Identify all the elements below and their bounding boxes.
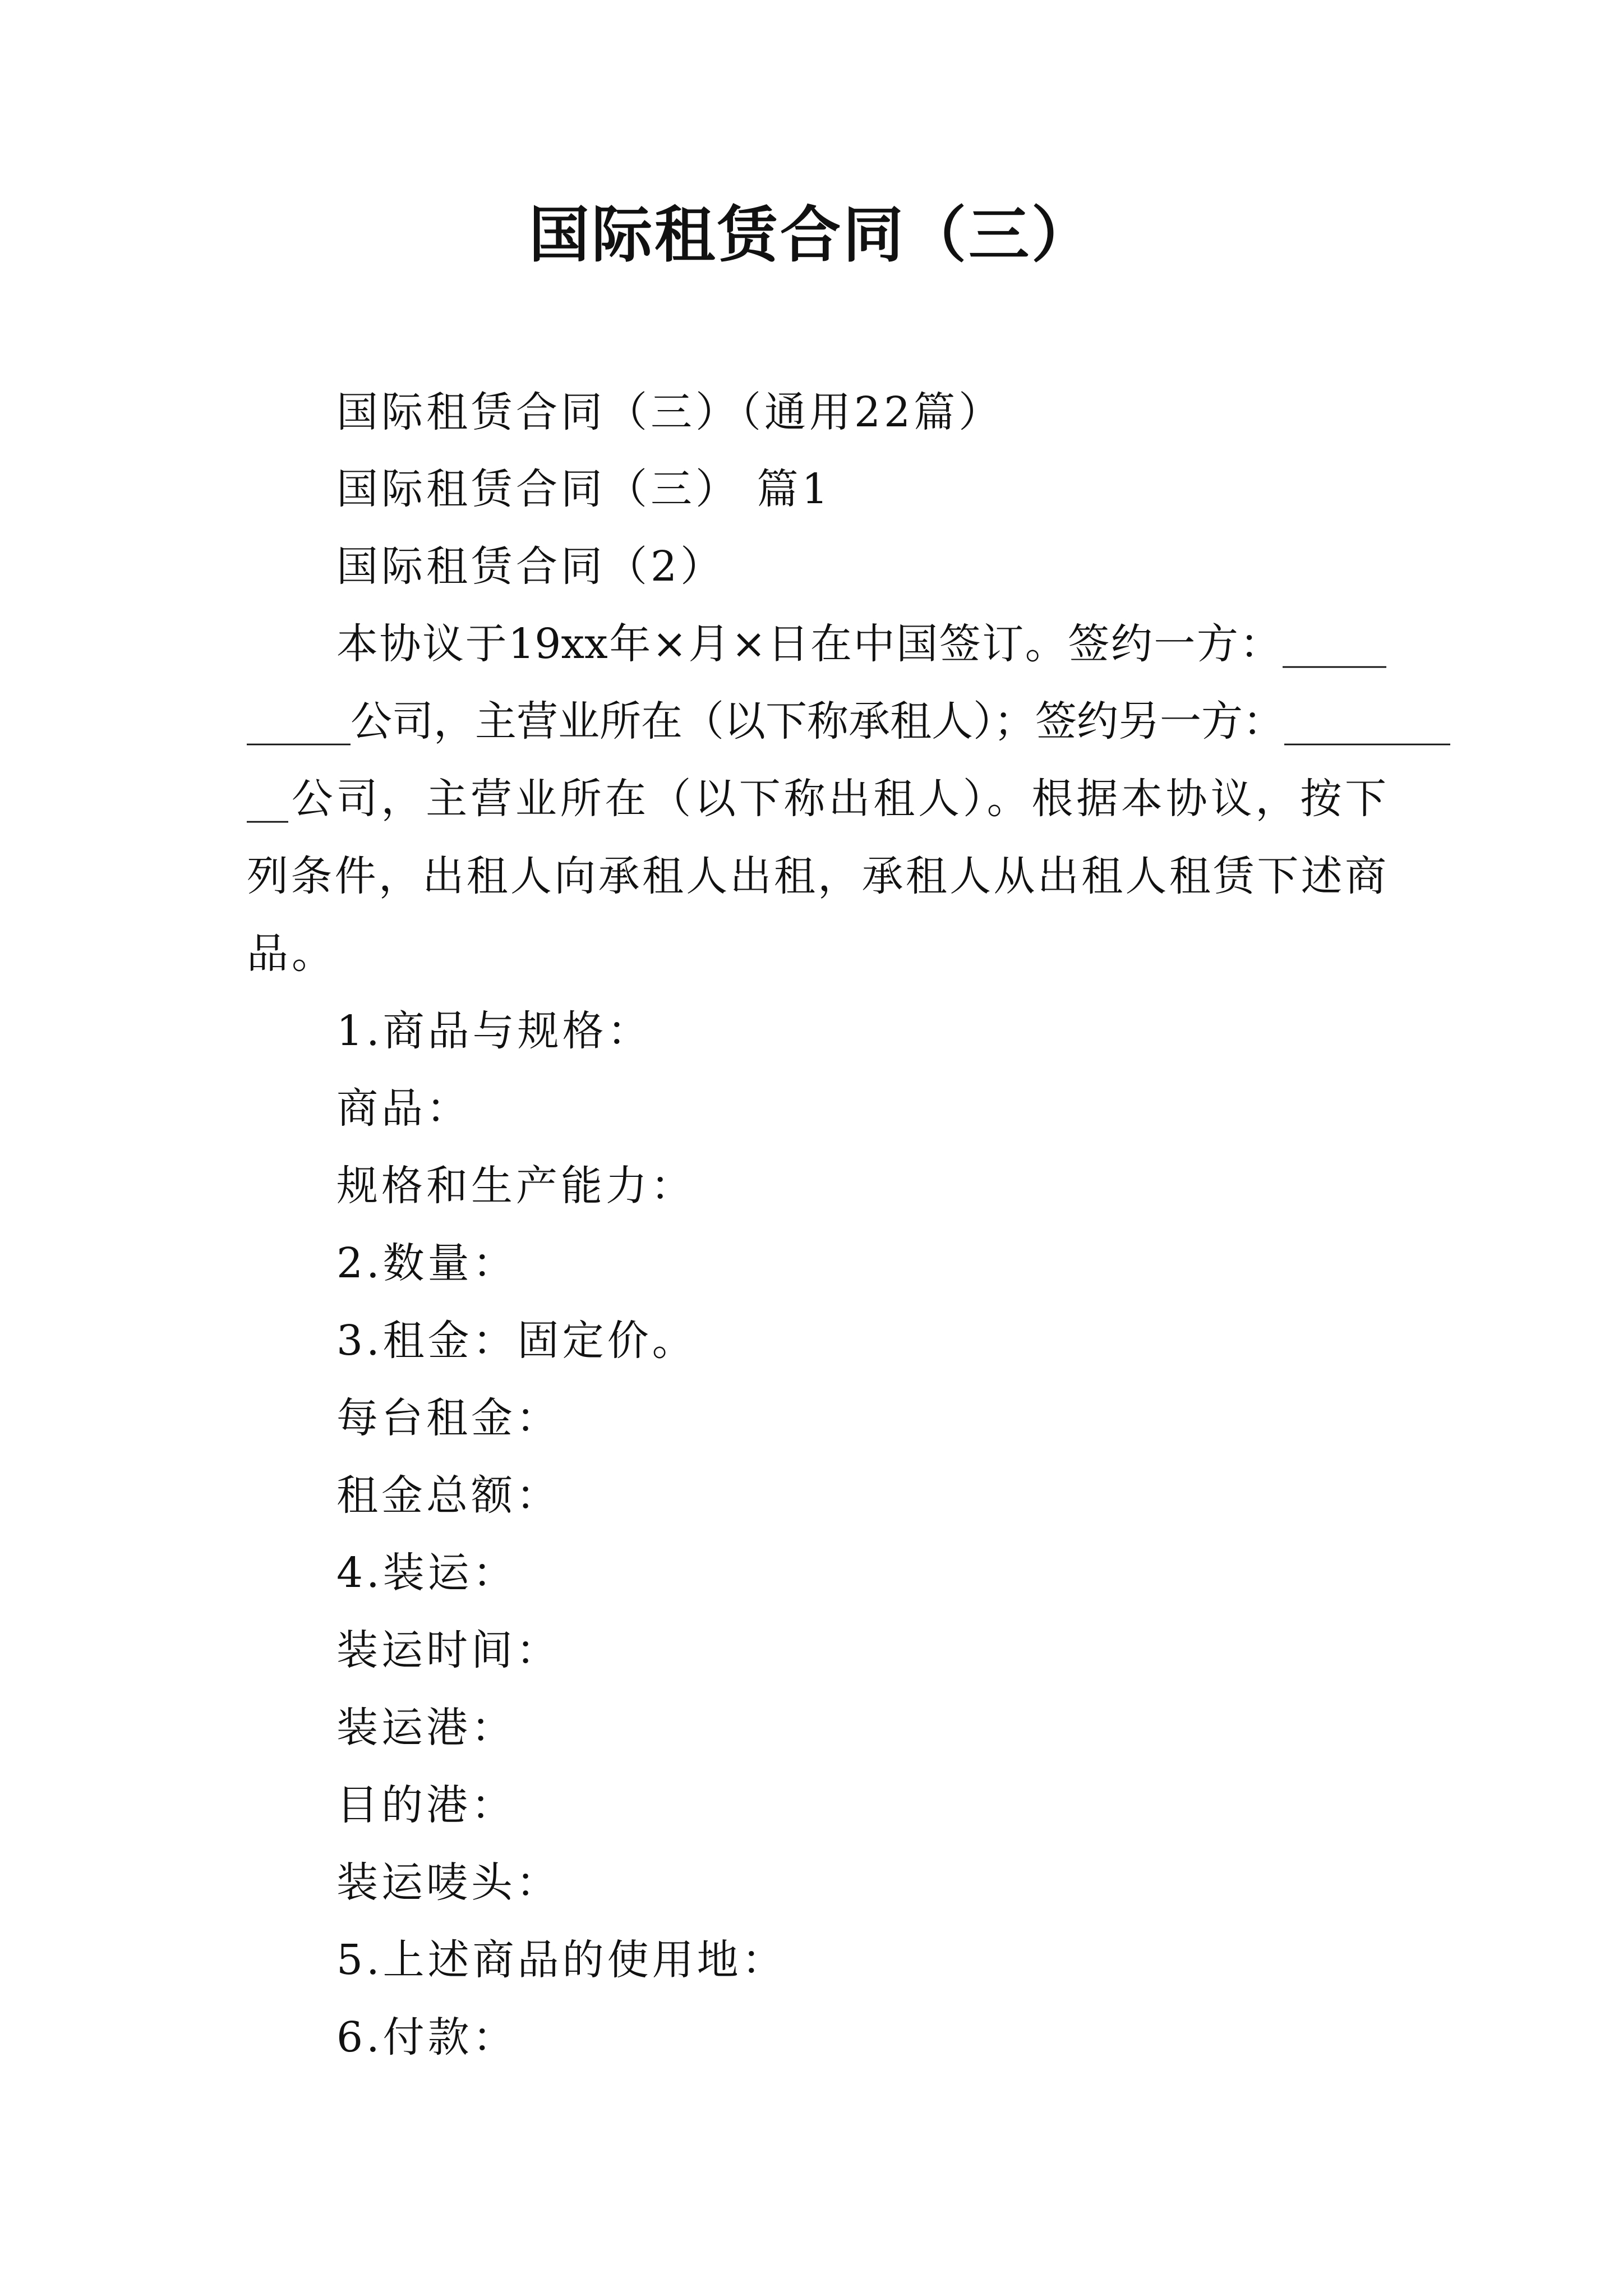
clause-heading: 4.装运： xyxy=(336,1549,518,1597)
subtitle-line: 国际租赁合同（三）（通用22篇） xyxy=(336,388,1004,436)
clause-item: 商品： xyxy=(336,1084,471,1133)
section-heading: 国际租赁合同（三） 篇1 xyxy=(336,465,832,513)
clause-heading: 5.上述商品的使用地： xyxy=(336,1936,787,1984)
clause-item: 规格和生产能力： xyxy=(336,1162,695,1210)
clause-item: 租金总额： xyxy=(336,1471,561,1520)
paragraph-line: __公司，主营业所在（以下称出租人）。根据本协议，按下 xyxy=(247,775,1386,823)
document-title: 国际租赁合同（三） xyxy=(528,200,1094,270)
clause-item: 装运时间： xyxy=(336,1626,561,1674)
paragraph-line: 列条件，出租人向承租人出租，承租人从出租人租赁下述商 xyxy=(247,852,1386,900)
clause-heading: 3.租金：固定价。 xyxy=(336,1317,697,1365)
clause-item: 每台租金： xyxy=(336,1394,561,1442)
clause-item: 装运唛头： xyxy=(336,1858,561,1907)
paragraph-line: 品。 xyxy=(247,930,336,978)
paragraph-line: 本协议于19xx年×月×日在中国签订。签约一方：_____ xyxy=(336,620,1386,668)
clause-item: 目的港： xyxy=(336,1781,516,1829)
clause-heading: 2.数量： xyxy=(336,1239,518,1287)
paragraph-line: _____公司，主营业所在（以下称承租人）；签约另一方：________ xyxy=(247,697,1450,746)
clause-heading: 1.商品与规格： xyxy=(336,1007,652,1055)
contract-heading: 国际租赁合同（2） xyxy=(336,542,726,591)
clause-item: 装运港： xyxy=(336,1704,516,1752)
clause-heading: 6.付款： xyxy=(336,2013,518,2062)
